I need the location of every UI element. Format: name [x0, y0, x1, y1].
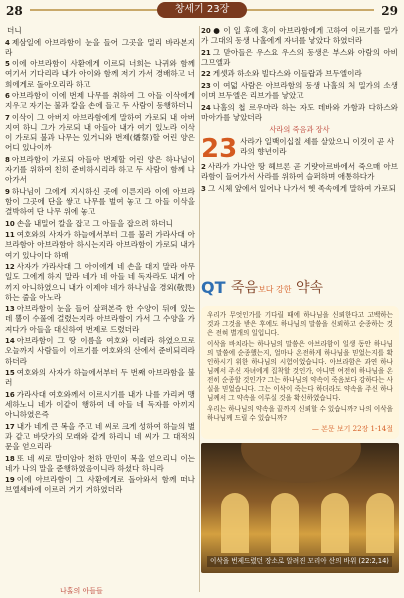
- arch-shape: [366, 493, 394, 553]
- page-number-left: 28: [6, 4, 23, 18]
- verse: [5, 368, 195, 388]
- verse-text: 또 네 씨로 말미암아 천하 만민이 복을 얻으리니 이는 네가 나의 말을 준행하였음이니라 하셨다 하니라: [5, 453, 195, 473]
- verse-number: 9: [5, 187, 10, 196]
- verse-number: 8: [5, 155, 10, 164]
- footnote-heading: 나홀의 아들들: [60, 587, 103, 595]
- right-column: [201, 26, 398, 195]
- photo-caption: 이삭을 번제드렸던 장소로 알려진 모리아 산의 바위 (22:2,14): [207, 556, 392, 567]
- verse-number: 4: [5, 38, 10, 47]
- verse: [5, 155, 195, 186]
- qt-devotional: [201, 268, 399, 594]
- verse: [5, 454, 195, 474]
- verse-number: 3: [201, 184, 206, 193]
- verse-text: 사라가 가나안 땅 헤브론 곧 기럇아르바에서 죽으매 아브라함이 들어가서 사라를 위하여 슬퍼하며 애통하다가: [201, 162, 398, 182]
- verse-text: 아브라함이 눈을 들어 살펴본즉 한 수양이 뒤에 있는데 뿔이 수풀에 걸렸는지라 아브라함이 가서 그 수양을 가져다가 아들을 대신하여 번제로 드렸더라: [5, 304, 195, 334]
- verse-number: 11: [5, 231, 15, 240]
- verse-text: 여호와의 사자가 하늘에서부터 두 번째 아브라함을 불러: [5, 368, 195, 388]
- qt-heading-a: 죽음: [231, 280, 259, 296]
- left-column: [5, 26, 195, 497]
- verse-number: 2: [201, 163, 206, 172]
- qt-paragraph: 우리는 하나님의 약속을 끝까지 신뢰할 수 있습니까? 나의 이삭을 하나님께 드릴 수 있습니까?: [207, 405, 393, 422]
- column-divider: [199, 26, 200, 592]
- verse-text: 내가 네게 큰 복을 주고 네 씨로 크게 성하여 하늘의 별과 같고 바닷가의 모래와 같게 하리니 네 씨가 그 대적의 문을 얻으리라: [5, 421, 195, 452]
- qt-logo-text: QT: [201, 277, 226, 297]
- verse-number: 13: [5, 305, 15, 314]
- verse-number: 18: [5, 454, 15, 463]
- verse-number: 21: [201, 48, 211, 57]
- verse: [5, 422, 195, 453]
- running-head-label: 창세기 23장: [157, 2, 247, 18]
- qt-heading-b: 약속: [295, 280, 324, 296]
- verse-number: 5: [5, 60, 10, 69]
- verse-text: 제삼일에 아브라함이 눈을 들어 그곳을 멀리 바라본지라: [5, 37, 195, 57]
- verse-text: 손을 내밀어 칼을 잡고 그 아들을 잡으려 하더니: [16, 218, 174, 228]
- qt-reference: — 본문 보기 22장 1-14절: [311, 425, 393, 433]
- verse-text: 나홀의 첩 르우마라 하는 자도 데바와 가함과 다하스와 마아가를 낳았더라: [201, 102, 398, 122]
- verse: [5, 38, 195, 58]
- verse-text: ● 이 일 후에 혹이 아브라함에게 고하여 이르기를 밀가가 그대의 동생 나홀에게 자녀를 낳았다 하였더라: [201, 26, 398, 46]
- verse: [5, 219, 195, 229]
- verse-number: 16: [5, 390, 15, 399]
- qt-title: [201, 268, 399, 306]
- verse-text: 하나님이 그에게 지시하신 곳에 이른지라 이에 아브라함이 그곳에 단을 쌓고 나무를 벌여 놓고 그 아들 이삭을 결박하여 단 나무 위에 놓고: [5, 186, 195, 217]
- verse: [5, 187, 195, 218]
- verse-text: 아브라함이 그 땅 이름을 여호와 이레라 하였으므로 오늘까지 사람들이 이르기를 여호와의 산에서 준비되리라 하더라: [5, 336, 195, 366]
- verse: [5, 26, 195, 36]
- verse-number: 12: [5, 263, 15, 272]
- verse-text: 아브라함이 가로되 아들아 번제할 어린 양은 하나님이 자기를 위하여 친히 준비하시리라 하고 두 사람이 함께 나아가서: [5, 154, 195, 185]
- dome-shape: [241, 443, 361, 483]
- verse-number: 17: [5, 422, 15, 431]
- qt-text-box: [201, 306, 399, 439]
- verse-number: 24: [201, 103, 211, 112]
- qt-heading: [231, 277, 323, 297]
- verse: [201, 81, 398, 101]
- verse-number: 22: [201, 70, 211, 79]
- verse-text: 더니: [7, 26, 22, 35]
- section-heading: 사라의 죽음과 장사: [269, 125, 330, 135]
- verse-number: 7: [5, 113, 10, 122]
- chapter-start: [201, 134, 398, 165]
- chapter-first-verse: 사라가 일백이십칠 세를 살았으니 이것이 곧 사라의 향년이라: [240, 137, 395, 157]
- moriah-photo: [201, 443, 399, 573]
- verse-text: 그 맏아들은 우스요 우스의 동생은 부스와 아람의 아비 그므엘과: [201, 47, 398, 67]
- verse-number: 19: [5, 476, 15, 485]
- verse-number: 6: [5, 92, 10, 101]
- verse-number: 20: [201, 27, 211, 35]
- verse: [201, 103, 398, 123]
- verse-number: 15: [5, 369, 15, 378]
- arch-shape: [221, 493, 249, 553]
- arch-shape: [271, 493, 299, 553]
- verse-text: 여호와의 사자가 하늘에서부터 그를 불러 가라사대 아브라함아 아브라함아 하시는지라 아브라함이 가로되 내가 여기 있나이다 하매: [5, 230, 195, 260]
- qt-paragraph: 우리가 무엇인가를 기다릴 때에 하나님을 신뢰한다고 고백하는 것과 그것을 받은 후에도 하나님의 말씀을 신뢰하고 순종하는 것은 전혀 별개의 일입니다.: [207, 311, 393, 337]
- verse: [5, 475, 195, 495]
- verse-text: 그 시체 앞에서 일어나 나가서 헷 족속에게 말하여 가로되: [207, 183, 396, 193]
- verse-number: 10: [5, 219, 15, 228]
- verse-text: 사자가 가라사대 그 아이에게 네 손을 대지 말라 아무 일도 그에게 하지 말라 네가 네 아들 네 독자라도 내게 아끼지 아니하였으니 내가 이제야 네가 하나님을 경외(敬畏)하는 줄을 아노라: [5, 262, 195, 302]
- verse: [201, 162, 398, 182]
- verse: [201, 184, 398, 194]
- verse-text: 게셋과 하소와 빌다스와 이들랍과 브두엘이라: [212, 69, 362, 79]
- verse-text: 이삭이 그 아버지 아브라함에게 말하여 가로되 내 아버지여 하니 그가 가로되 내 아들아 내가 여기 있노라 이삭이 가로되 불과 나무는 있거니와 번제(燔祭)할 어린 양은 어디 있나이까: [5, 112, 195, 153]
- verse: [5, 230, 195, 261]
- qt-paragraph: 이삭을 바치라는 하나님의 말씀은 아브라함이 일생 동안 하나님의 말씀에 순종했는지, 얼마나 온전하게 하나님을 믿었는지를 확인하시기 위한 하나님의 시험이었습니다. 아브라함은 과연 하나님께서 주신 자녀에게 집착할 것인가, 아니면 여전히 하나님을 온전히 순종할 것인가? 그는 하나님의 약속이 죽음보다 강하다는 사실을 믿었습니다. 그는 이삭이 죽는다 하더라도 약속을 주신 하나님께서 그 약속을 이루실 것을 확신하였습니다.: [207, 340, 393, 402]
- qt-heading-small: 보다 강한: [258, 285, 292, 294]
- verse-text: 이에 아브라함이 사환에게 이르되 너희는 나귀와 함께 여기서 기다리라 내가 아이와 함께 저기 가서 경배하고 너희에게로 돌아오리라 하고: [5, 59, 195, 89]
- verse-text: 이 여덟 사람은 아브라함의 동생 나홀의 처 밀가의 소생이며 브두엘은 리브가를 낳았고: [201, 80, 398, 101]
- verse: [201, 69, 398, 79]
- verse: [201, 48, 398, 68]
- running-head: [140, 2, 264, 19]
- verse: [5, 304, 195, 335]
- chapter-number: 23: [201, 134, 238, 165]
- qt-logo: [201, 278, 231, 297]
- verse-number: 14: [5, 337, 15, 346]
- verse-number: 23: [201, 81, 211, 90]
- page-number-right: 29: [381, 4, 398, 18]
- verse: [5, 262, 195, 303]
- verse: [5, 390, 195, 421]
- verse-text: 아브라함이 이에 번제 나무를 취하여 그 아들 이삭에게 지우고 자기는 불과 칼을 손에 들고 두 사람이 동행하더니: [5, 91, 195, 111]
- verse-text: 이에 아브라함이 그 사환에게로 돌아와서 함께 떠나 브엘세바에 이르러 거기 거하였더라: [5, 475, 195, 495]
- verse: [5, 91, 195, 111]
- verse: [5, 59, 195, 90]
- arch-shape: [321, 493, 349, 553]
- verse: [201, 26, 398, 46]
- verse: [5, 113, 195, 154]
- verse: [5, 336, 195, 367]
- verse-text: 가라사대 여호와께서 이르시기를 내가 나를 가리켜 맹세하노니 네가 이같이 행하여 네 아들 네 독자를 아끼지 아니하였은즉: [5, 389, 195, 420]
